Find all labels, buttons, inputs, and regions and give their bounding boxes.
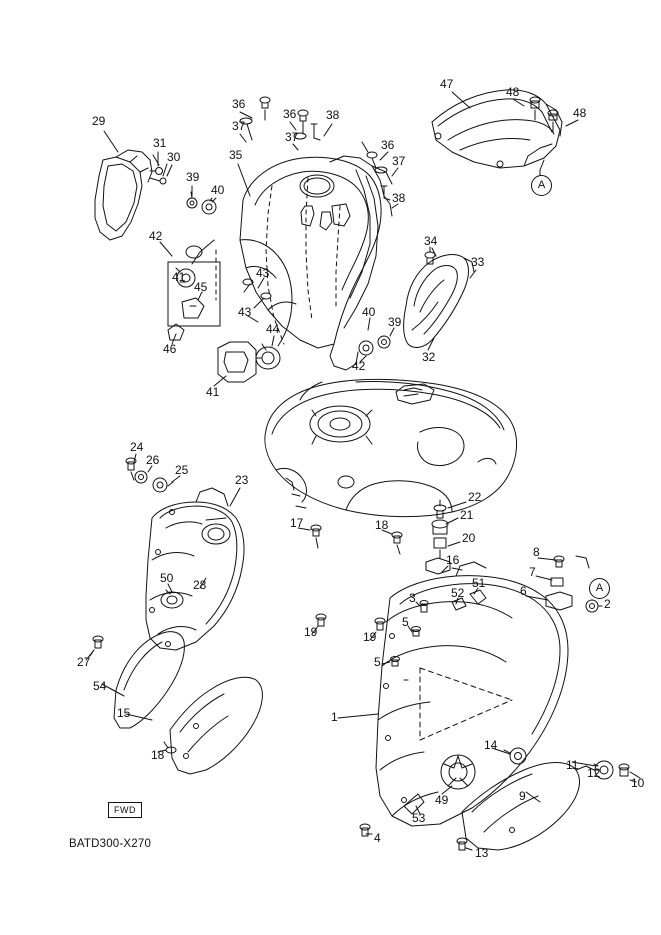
fwd-direction-marker: FWD bbox=[108, 802, 142, 818]
callout-14: 14 bbox=[484, 738, 498, 752]
callout-43a: 43 bbox=[256, 266, 270, 280]
callout-17: 17 bbox=[290, 516, 304, 530]
callout-19a: 19 bbox=[304, 625, 318, 639]
callout-9: 9 bbox=[519, 789, 526, 803]
callout-31: 31 bbox=[153, 136, 167, 150]
reference-circle-a-top: A bbox=[531, 175, 552, 196]
callout-42a: 42 bbox=[149, 229, 163, 243]
callout-24: 24 bbox=[130, 440, 144, 454]
callout-20: 20 bbox=[462, 531, 476, 545]
callout-6: 6 bbox=[520, 584, 527, 598]
callout-44: 44 bbox=[266, 322, 280, 336]
callout-42b: 42 bbox=[352, 359, 366, 373]
callout-3: 3 bbox=[409, 591, 416, 605]
callout-29: 29 bbox=[92, 114, 106, 128]
callout-52: 52 bbox=[451, 586, 465, 600]
callout-45: 45 bbox=[194, 280, 208, 294]
callout-7: 7 bbox=[529, 565, 536, 579]
callout-36c: 36 bbox=[381, 138, 395, 152]
callout-37c: 37 bbox=[392, 154, 406, 168]
callout-36b: 36 bbox=[283, 107, 297, 121]
callout-22: 22 bbox=[468, 490, 482, 504]
callout-10: 10 bbox=[631, 776, 645, 790]
callout-48a: 48 bbox=[506, 85, 520, 99]
callout-46: 46 bbox=[163, 342, 177, 356]
callout-38b: 38 bbox=[392, 191, 406, 205]
callout-34: 34 bbox=[424, 234, 438, 248]
callout-38a: 38 bbox=[326, 108, 340, 122]
callout-13: 13 bbox=[475, 846, 489, 860]
callout-43b: 43 bbox=[238, 305, 252, 319]
callout-36a: 36 bbox=[232, 97, 246, 111]
callout-33: 33 bbox=[471, 255, 485, 269]
callout-19b: 19 bbox=[363, 630, 377, 644]
callout-49: 49 bbox=[435, 793, 449, 807]
diagram-part-code: BATD300-X270 bbox=[69, 838, 152, 850]
callout-25: 25 bbox=[175, 463, 189, 477]
callout-37a: 37 bbox=[232, 119, 246, 133]
callout-18a: 18 bbox=[375, 518, 389, 532]
callout-2: 2 bbox=[604, 597, 611, 611]
callout-5a: 5 bbox=[402, 615, 409, 629]
callout-35: 35 bbox=[229, 148, 243, 162]
callout-8: 8 bbox=[533, 545, 540, 559]
callout-18b: 18 bbox=[151, 748, 165, 762]
callout-51: 51 bbox=[472, 576, 486, 590]
callout-54: 54 bbox=[93, 679, 107, 693]
callout-16: 16 bbox=[446, 553, 460, 567]
callout-53: 53 bbox=[412, 811, 426, 825]
callout-39a: 39 bbox=[186, 170, 200, 184]
callout-5b: 5 bbox=[374, 655, 381, 669]
callout-40a: 40 bbox=[211, 183, 225, 197]
callout-1: 1 bbox=[331, 710, 338, 724]
callout-26: 26 bbox=[146, 453, 160, 467]
reference-circle-a-bottom: A bbox=[589, 578, 610, 599]
callout-37b: 37 bbox=[285, 130, 299, 144]
callout-47: 47 bbox=[440, 77, 454, 91]
callout-41b: 41 bbox=[206, 385, 220, 399]
callout-23: 23 bbox=[235, 473, 249, 487]
callout-11: 11 bbox=[566, 758, 579, 772]
callout-30: 30 bbox=[167, 150, 181, 164]
callout-12: 12 bbox=[587, 766, 601, 780]
callout-4: 4 bbox=[374, 831, 381, 845]
callout-32: 32 bbox=[422, 350, 436, 364]
callout-48b: 48 bbox=[573, 106, 587, 120]
callout-41a: 41 bbox=[172, 270, 186, 284]
callout-21: 21 bbox=[460, 508, 474, 522]
callout-27: 27 bbox=[77, 655, 91, 669]
callout-15: 15 bbox=[117, 706, 131, 720]
callout-40b: 40 bbox=[362, 305, 376, 319]
callout-39b: 39 bbox=[388, 315, 402, 329]
callout-28: 28 bbox=[193, 578, 207, 592]
callout-50: 50 bbox=[160, 571, 174, 585]
